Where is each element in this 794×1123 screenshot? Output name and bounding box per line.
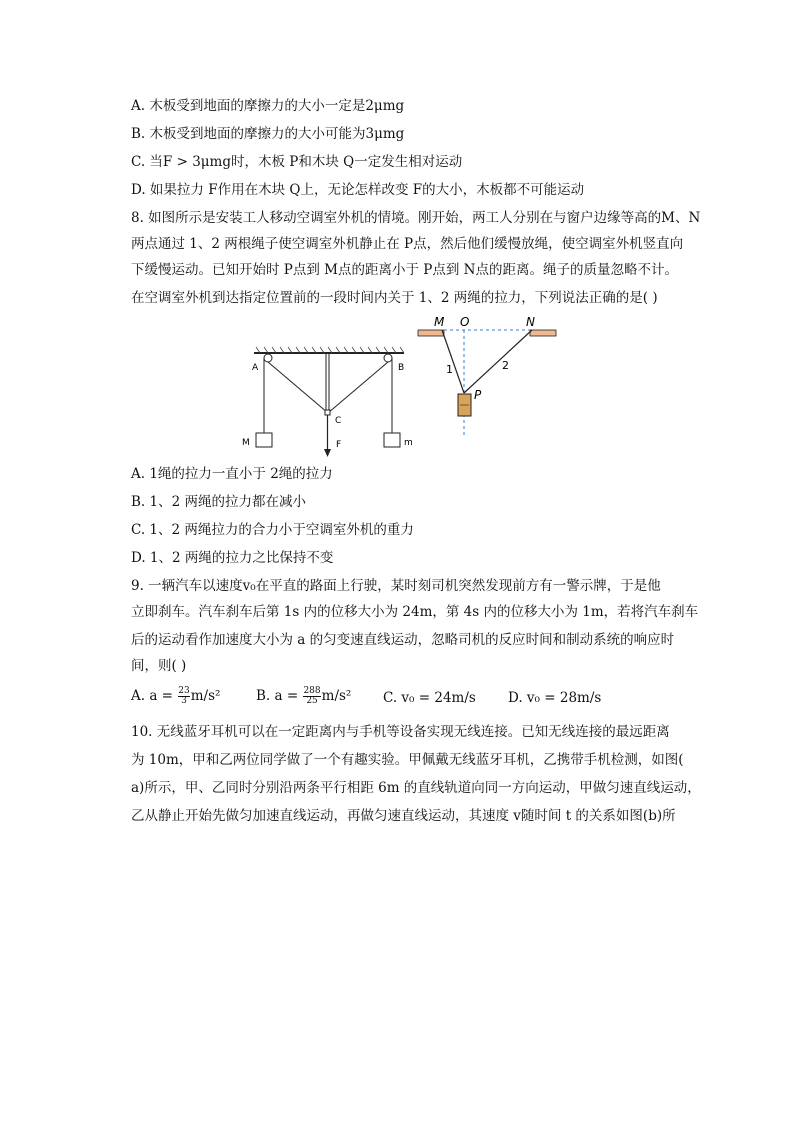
q9-stem-line: 间，则( ) — [131, 658, 187, 674]
pulley-figure — [238, 343, 418, 465]
q8-option-d: D. 1、2 两绳的拉力之比保持不变 — [131, 550, 334, 566]
q9-option-d: D. v₀ = 28m/s — [508, 690, 602, 706]
q9-stem-line: 9. 一辆汽车以速度v₀在平直的路面上行驶，某时刻司机突然发现前方有一警示牌，于是他 — [131, 578, 661, 594]
label-n: N — [526, 315, 535, 329]
q9-options — [131, 687, 691, 709]
q9-option-a: A. a = $\frac{23}{3}$ m/s² — [131, 686, 221, 706]
label-m: M — [434, 315, 445, 329]
q10-stem-line: a)所示，甲、乙同时分别沿两条平行相距 6m 的直线轨道向同一方向运动，甲做匀速直线运动， — [131, 780, 701, 796]
q8-option-c: C. 1、2 两绳拉力的合力小于空调室外机的重力 — [131, 522, 414, 538]
q8-option-a: A. 1绳的拉力一直小于 2绳的拉力 — [131, 466, 333, 482]
label-rope-2: 2 — [502, 359, 509, 372]
q8-stem-line: 8. 如图所示是安装工人移动空调室外机的情境。刚开始，两工人分别在与窗户边缘等高的M、N — [131, 210, 701, 226]
pulley-a-icon — [264, 354, 272, 362]
label-c: C — [335, 416, 342, 426]
q9-stem-line: 后的运动看作加速度大小为 a 的匀变速直线运动，忽略司机的反应时间和制动系统的响应时 — [131, 632, 675, 648]
q9-stem-line: 立即刹车。汽车刹车后第 1s 内的位移大小为 24m，第 4s 内的位移大小为 1m，若将汽车刹车 — [131, 604, 699, 620]
label-a: A — [252, 363, 259, 373]
q8-stem-line: 下缓慢运动。已知开始时 P点到 M点的距离小于 P点到 N点的距离。绳子的质量忽略不计。 — [131, 262, 678, 278]
label-o: O — [460, 315, 470, 329]
q10-stem-line: 为 10m，甲和乙两位同学做了一个有趣实验。甲佩戴无线蓝牙耳机，乙携带手机检测，如图( — [131, 752, 684, 768]
q7-option-c: C. 当F > 3μmg时，木板 P和木块 Q一定发生相对运动 — [131, 154, 463, 170]
pulley-b-icon — [384, 354, 392, 362]
label-m-small: m — [404, 438, 413, 448]
mon-figure — [416, 313, 558, 435]
q7-option-a: A. 木板受到地面的摩擦力的大小一定是2μmg — [131, 98, 405, 114]
q9-option-c: C. v₀ = 24m/s — [383, 690, 476, 706]
label-f: F — [336, 440, 342, 450]
label-b: B — [398, 363, 405, 373]
q7-option-b: B. 木板受到地面的摩擦力的大小可能为3μmg — [131, 126, 405, 142]
q7-option-d: D. 如果拉力 F作用在木块 Q上，无论怎样改变 F的大小，木板都不可能运动 — [131, 182, 585, 198]
q8-stem-line: 两点通过 1、2 两根绳子使空调室外机静止在 P点，然后他们缓慢放绳，使空调室外机竖直向 — [131, 236, 684, 252]
q10-stem-line: 10. 无线蓝牙耳机可以在一定距离内与手机等设备实现无线连接。已知无线连接的最远距离 — [131, 724, 670, 740]
label-rope-1: 1 — [446, 363, 453, 376]
block-m-small — [384, 433, 400, 447]
label-m-big: M — [242, 438, 250, 448]
q10-stem-line: 乙从静止开始先做匀加速直线运动，再做匀速直线运动，其速度 v随时间 t 的关系如图(b)所 — [131, 808, 676, 824]
label-p: P — [474, 388, 482, 402]
q8-option-b: B. 1、2 两绳的拉力都在减小 — [131, 494, 306, 510]
q9-option-b: B. a = $\frac{288}{25}$ m/s² — [256, 686, 352, 706]
q8-stem-line: 在空调室外机到达指定位置前的一段时间内关于 1、2 两绳的拉力，下列说法正确的是( ) — [131, 290, 658, 306]
block-m-big — [256, 433, 272, 447]
